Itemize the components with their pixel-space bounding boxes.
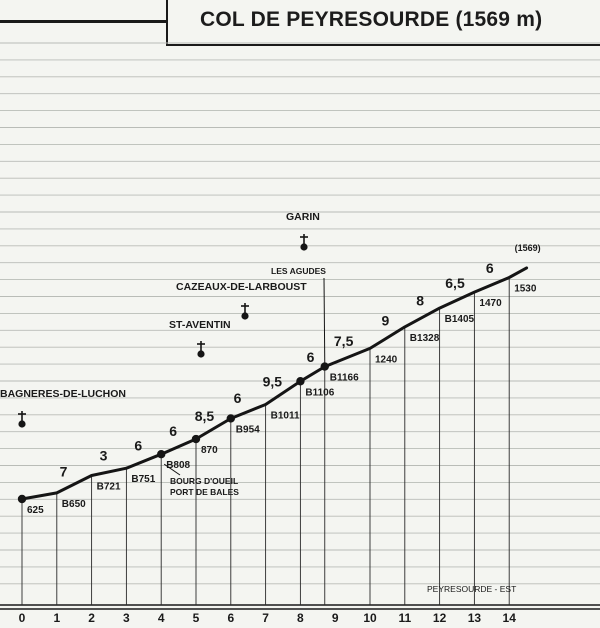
x-tick-label: 6	[227, 611, 235, 625]
x-tick-label: 4	[157, 611, 165, 625]
place-label: LES AGUDES	[271, 266, 326, 276]
x-tick-label: 14	[502, 611, 516, 625]
x-tick-label: 9	[331, 611, 339, 625]
gradient-label: 3	[99, 447, 108, 464]
gradient-label: 6	[169, 423, 178, 440]
altitude-label: B721	[96, 481, 121, 493]
gradient-label: 6,5	[445, 275, 465, 292]
x-tick-label: 8	[297, 611, 304, 625]
village-dot	[296, 377, 304, 385]
altitude-label: B808	[166, 460, 191, 472]
altitude-label: 1240	[375, 354, 398, 366]
route-label: PEYRESOURDE - EST	[427, 584, 517, 594]
gradient-label: 7,5	[333, 333, 354, 350]
altitude-label: 1470	[479, 298, 502, 310]
gradient-label: 6	[485, 259, 494, 276]
altitude-label: 625	[27, 505, 44, 516]
altitude-label: B1405	[444, 314, 475, 326]
village-dot	[192, 435, 200, 443]
altitude-label: 870	[201, 445, 218, 457]
gradient-label: 9	[381, 312, 390, 329]
gradient-label: 8,5	[194, 407, 215, 424]
village-dot	[157, 450, 165, 458]
altitude-label: B1328	[409, 332, 440, 344]
x-tick-label: 2	[88, 611, 95, 625]
village-dot	[18, 495, 26, 503]
x-tick-label: 13	[467, 611, 482, 625]
village-dot	[321, 362, 329, 370]
place-label: GARIN	[286, 211, 320, 223]
x-tick-label: 7	[262, 611, 269, 625]
page-title: COL DE PEYRESOURDE (1569 m)	[200, 8, 543, 31]
place-label: ST-AVENTIN	[169, 319, 231, 331]
place-label: CAZEAUX-DE-LARBOUST	[176, 281, 307, 293]
x-tick-label: 1	[53, 611, 61, 625]
summit-label: (1569)	[514, 242, 541, 253]
gradient-label: 7	[59, 463, 68, 480]
x-tick-label: 0	[18, 611, 26, 625]
x-tick-label: 5	[192, 611, 200, 625]
x-tick-label: 12	[432, 611, 447, 625]
gradient-label: 6	[134, 437, 143, 454]
church-dot-icon	[241, 312, 248, 319]
altitude-label: B954	[235, 424, 260, 436]
altitude-label: B1011	[270, 410, 300, 422]
altitude-label: B1166	[329, 372, 359, 384]
x-tick-label: 3	[123, 611, 130, 625]
gradient-label: 6	[306, 348, 315, 365]
x-tick-label: 10	[363, 611, 377, 625]
altitude-label: B650	[61, 498, 86, 510]
church-dot-icon	[18, 420, 25, 427]
place-label: PORT DE BALES	[170, 487, 239, 497]
gradient-label: 9,5	[262, 373, 283, 390]
village-dot	[227, 414, 235, 422]
place-label: BAGNERES-DE-LUCHON	[0, 388, 126, 400]
x-tick-label: 11	[398, 611, 412, 625]
gradient-label: 6	[233, 389, 242, 406]
altitude-label: 1530	[514, 283, 537, 295]
altitude-label: B751	[131, 474, 156, 486]
church-dot-icon	[197, 350, 204, 357]
place-label: BOURG D'OUEIL	[170, 476, 239, 486]
church-dot-icon	[300, 243, 307, 250]
gradient-label: 8	[416, 292, 425, 309]
altitude-label: B1106	[305, 387, 335, 399]
leader-line	[324, 278, 325, 363]
